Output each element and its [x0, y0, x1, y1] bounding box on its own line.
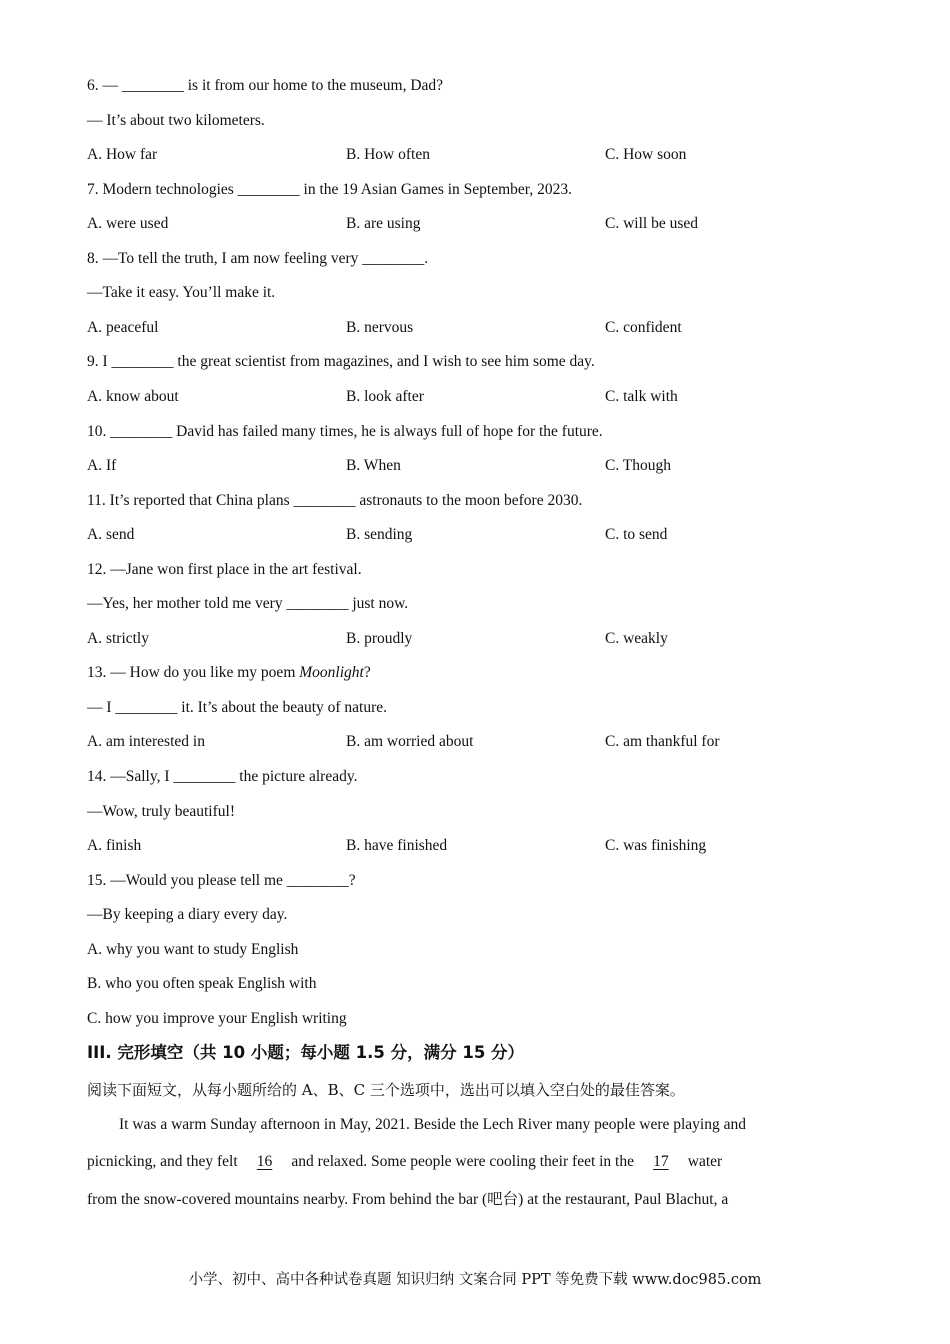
question-12-reply: —Yes, her mother told me very ________ just now.: [87, 595, 409, 612]
cloze-blank-17: 17: [653, 1153, 669, 1170]
q6-option-a: A. How far: [87, 146, 158, 163]
q8-option-b: B. nervous: [346, 319, 414, 336]
question-6-stem: 6. — ________ is it from our home to the museum, Dad?: [87, 77, 444, 94]
q11-option-c: C. to send: [605, 526, 668, 543]
section-3-instruction: 阅读下面短文，从每小题所给的 A、B、C 三个选项中，选出可以填入空白处的最佳答案。: [87, 1081, 685, 1099]
q14-option-c: C. was finishing: [605, 837, 707, 854]
question-9-stem: 9. I ________ the great scientist from magazines, and I wish to see him some day.: [87, 353, 595, 370]
q12-option-b: B. proudly: [346, 630, 413, 647]
q7-option-a: A. were used: [87, 215, 169, 232]
question-7-stem: 7. Modern technologies ________ in the 19 Asian Games in September, 2023.: [87, 181, 572, 198]
q15-option-b: B. who you often speak English with: [87, 975, 317, 992]
page-footer: 小学、初中、高中各种试卷真题 知识归纳 文案合同 PPT 等免费下载 www.doc985.com: [188, 1272, 762, 1288]
q14-option-a: A. finish: [87, 837, 142, 854]
q15-option-a: A. why you want to study English: [87, 941, 299, 958]
cloze-blank-16: 16: [256, 1153, 273, 1170]
q9-option-b: B. look after: [346, 388, 424, 405]
question-8-reply: —Take it easy. You’ll make it.: [87, 284, 276, 301]
section-3-heading: III. 完形填空（共 10 小题；每小题 1.5 分，满分 15 分）: [87, 1043, 525, 1062]
q13-option-a: A. am interested in: [87, 733, 205, 750]
passage-line-2: [87, 1152, 722, 1172]
q10-option-a: A. If: [87, 457, 117, 474]
poem-title: Moonlight: [299, 664, 364, 681]
question-13-stem: [87, 663, 371, 683]
passage-line-2-part-a: picnicking, and they felt: [87, 1153, 242, 1170]
q11-option-a: A. send: [87, 526, 135, 543]
q6-option-c: C. How soon: [605, 146, 687, 163]
q6-option-b: B. How often: [346, 146, 430, 163]
q10-option-b: B. When: [346, 457, 401, 474]
question-11-stem: 11. It’s reported that China plans ________ astronauts to the moon before 2030.: [87, 492, 583, 509]
q13-option-b: B. am worried about: [346, 733, 474, 750]
question-15-stem: 15. —Would you please tell me ________?: [87, 872, 356, 889]
q8-option-a: A. peaceful: [87, 319, 159, 336]
passage-line-2-part-b: and relaxed. Some people were cooling their feet in the: [287, 1153, 638, 1170]
q13-prefix: 13. — How do you like my poem: [87, 664, 300, 681]
question-15-reply: —By keeping a diary every day.: [87, 906, 288, 923]
q11-option-b: B. sending: [346, 526, 413, 543]
passage-line-1: It was a warm Sunday afternoon in May, 2021. Beside the Lech River many people were playing and: [119, 1116, 746, 1133]
question-14-reply: —Wow, truly beautiful!: [87, 803, 235, 820]
question-12-stem: 12. —Jane won first place in the art festival.: [87, 561, 362, 578]
q15-option-c: C. how you improve your English writing: [87, 1010, 347, 1027]
passage-line-2-part-c: water: [683, 1153, 723, 1170]
q14-option-b: B. have finished: [346, 837, 448, 854]
q7-option-c: C. will be used: [605, 215, 698, 232]
q8-option-c: C. confident: [605, 319, 682, 336]
question-14-stem: 14. —Sally, I ________ the picture already.: [87, 768, 358, 785]
q7-option-b: B. are using: [346, 215, 421, 232]
question-6-reply: — It’s about two kilometers.: [87, 112, 265, 129]
q9-option-c: C. talk with: [605, 388, 678, 405]
question-13-reply: — I ________ it. It’s about the beauty of nature.: [87, 699, 388, 716]
question-10-stem: 10. ________ David has failed many times, he is always full of hope for the future.: [87, 423, 603, 440]
q13-suffix: ?: [363, 664, 371, 681]
q10-option-c: C. Though: [605, 457, 672, 474]
q12-option-c: C. weakly: [605, 630, 668, 647]
question-8-stem: 8. —To tell the truth, I am now feeling very ________.: [87, 250, 429, 267]
q13-option-c: C. am thankful for: [605, 733, 720, 750]
q9-option-a: A. know about: [87, 388, 179, 405]
passage-line-3: from the snow-covered mountains nearby. From behind the bar (吧台) at the restaurant, Paul Blachut, a: [87, 1191, 729, 1208]
q12-option-a: A. strictly: [87, 630, 149, 647]
